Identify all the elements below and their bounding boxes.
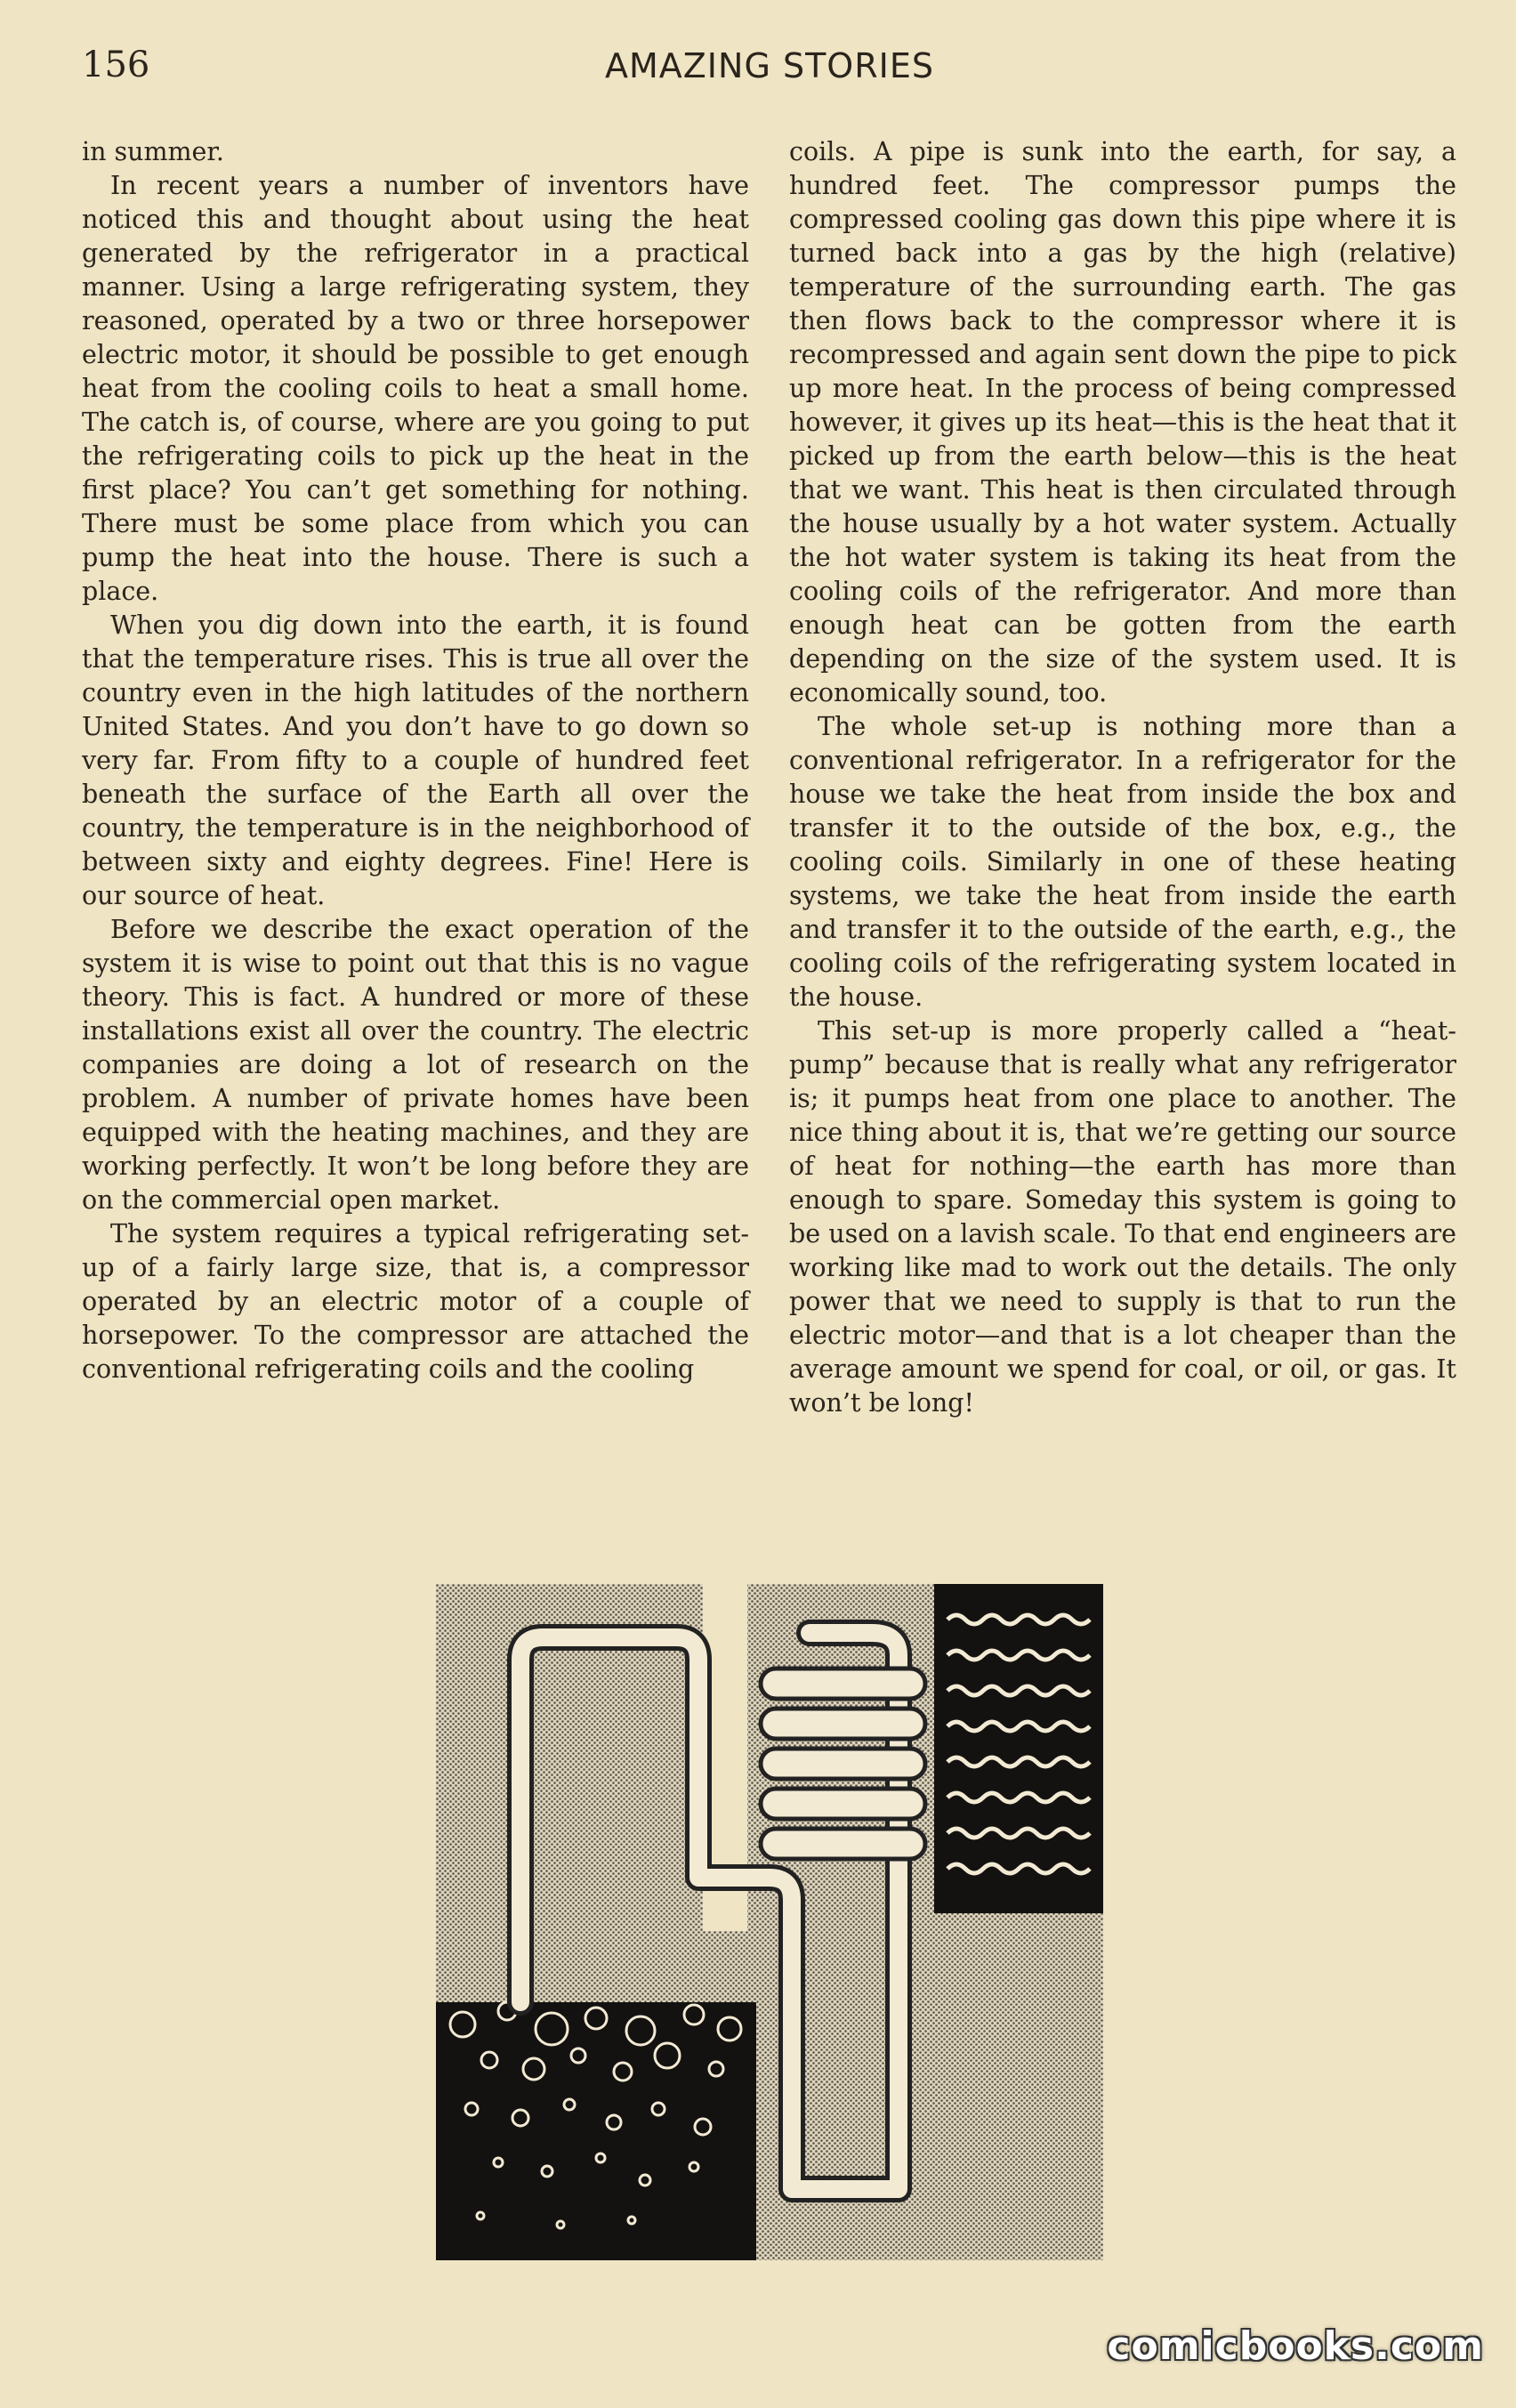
page-number: 156 — [82, 44, 150, 85]
heat-pump-diagram — [436, 1584, 1103, 2260]
paragraph: In recent years a number of inventors have noticed this and thought about using the heat generated by the refrigerator in a practical manner. Using a large refrigerating system, they reasoned, operated by a two or three horsepower electric motor, it should be possible to get enough heat from the cooling coils to heat a small home. The catch is, of course, where are you going to put the refrigerating coils to pick up the heat in the first place? You can’t get something for nothing. There must be some place from which you can pump the heat into the house. There is such a place. — [82, 171, 749, 606]
running-head: AMAZING STORIES — [605, 46, 934, 85]
paragraph: in summer. — [82, 137, 224, 166]
cooling-coils — [761, 1669, 925, 1859]
paragraph: The whole set-up is nothing more than a conventional refrigerator. In a refrigerator for the house we take the heat from inside the box and transfer it to the outside of the box, e.g., the cooling coils. Similarly in one of these heating systems, we take the heat from inside the earth and transfer it to the outside of the earth, e.g., the cooling coils of the refrigerating system located in the house. — [789, 712, 1456, 1012]
paragraph: Before we describe the exact operation of the system it is wise to point out that this is no vague theory. This is fact. A hundred or more of these installations exist all over the country. The electric companies are doing a lot of research on the problem. A number of private homes have been equipped with the heating machines, and they are working perfectly. It won’t be long before they are on the commercial open market. — [82, 915, 749, 1215]
left-column — [82, 135, 749, 1434]
paragraph: When you dig down into the earth, it is found that the temperature rises. This is true all over the country even in the high latitudes of the northern United States. And you don’t have to go down so very far. From fifty to a couple of hundred feet beneath the surface of the Earth all over the country, the temperature is in the neighborhood of between sixty and eighty degrees. Fine! Here is our source of heat. — [82, 610, 749, 910]
article-body — [82, 135, 1456, 1434]
paragraph: coils. A pipe is sunk into the earth, for say, a hundred feet. The compressor pumps the compressed cooling gas down this pipe where it is turned back into a gas by the high (relative) temperature of the surrounding earth. The gas then flows back to the compressor where it is recompressed and again sent down the pipe to pick up more heat. In the process of being compressed however, it gives up its heat—this is the heat that it picked up from the earth below—this is the heat that we want. This heat is then circulated through the house usually by a hot water system. Actually the hot water system is taking its heat from the cooling coils of the refrigerator. And more than enough heat can be gotten from the earth depending on the size of the system used. It is economically sound, too. — [789, 137, 1456, 707]
heat-pump-illustration — [436, 1584, 1103, 2260]
right-column — [789, 135, 1456, 1434]
watermark: comicbooks.com — [1107, 2323, 1484, 2369]
paragraph: The system requires a typical refrigerating set-up of a fairly large size, that is, a compressor operated by an electric motor of a couple of horsepower. To the compressor are attached the conventional refrigerating coils and the cooling — [82, 1219, 749, 1384]
paragraph: This set-up is more properly called a “heat-pump” because that is really what any refrigerator is; it pumps heat from one place to another. The nice thing about it is, that we’re getting our source of heat for nothing—the earth has more than enough to spare. Someday this system is going to be used on a lavish scale. To that end engineers are working like mad to work out the details. The only power that we need to supply is that to run the electric motor—and that is a lot cheaper than the average amount we spend for coal, or oil, or gas. It won’t be long! — [789, 1016, 1456, 1418]
